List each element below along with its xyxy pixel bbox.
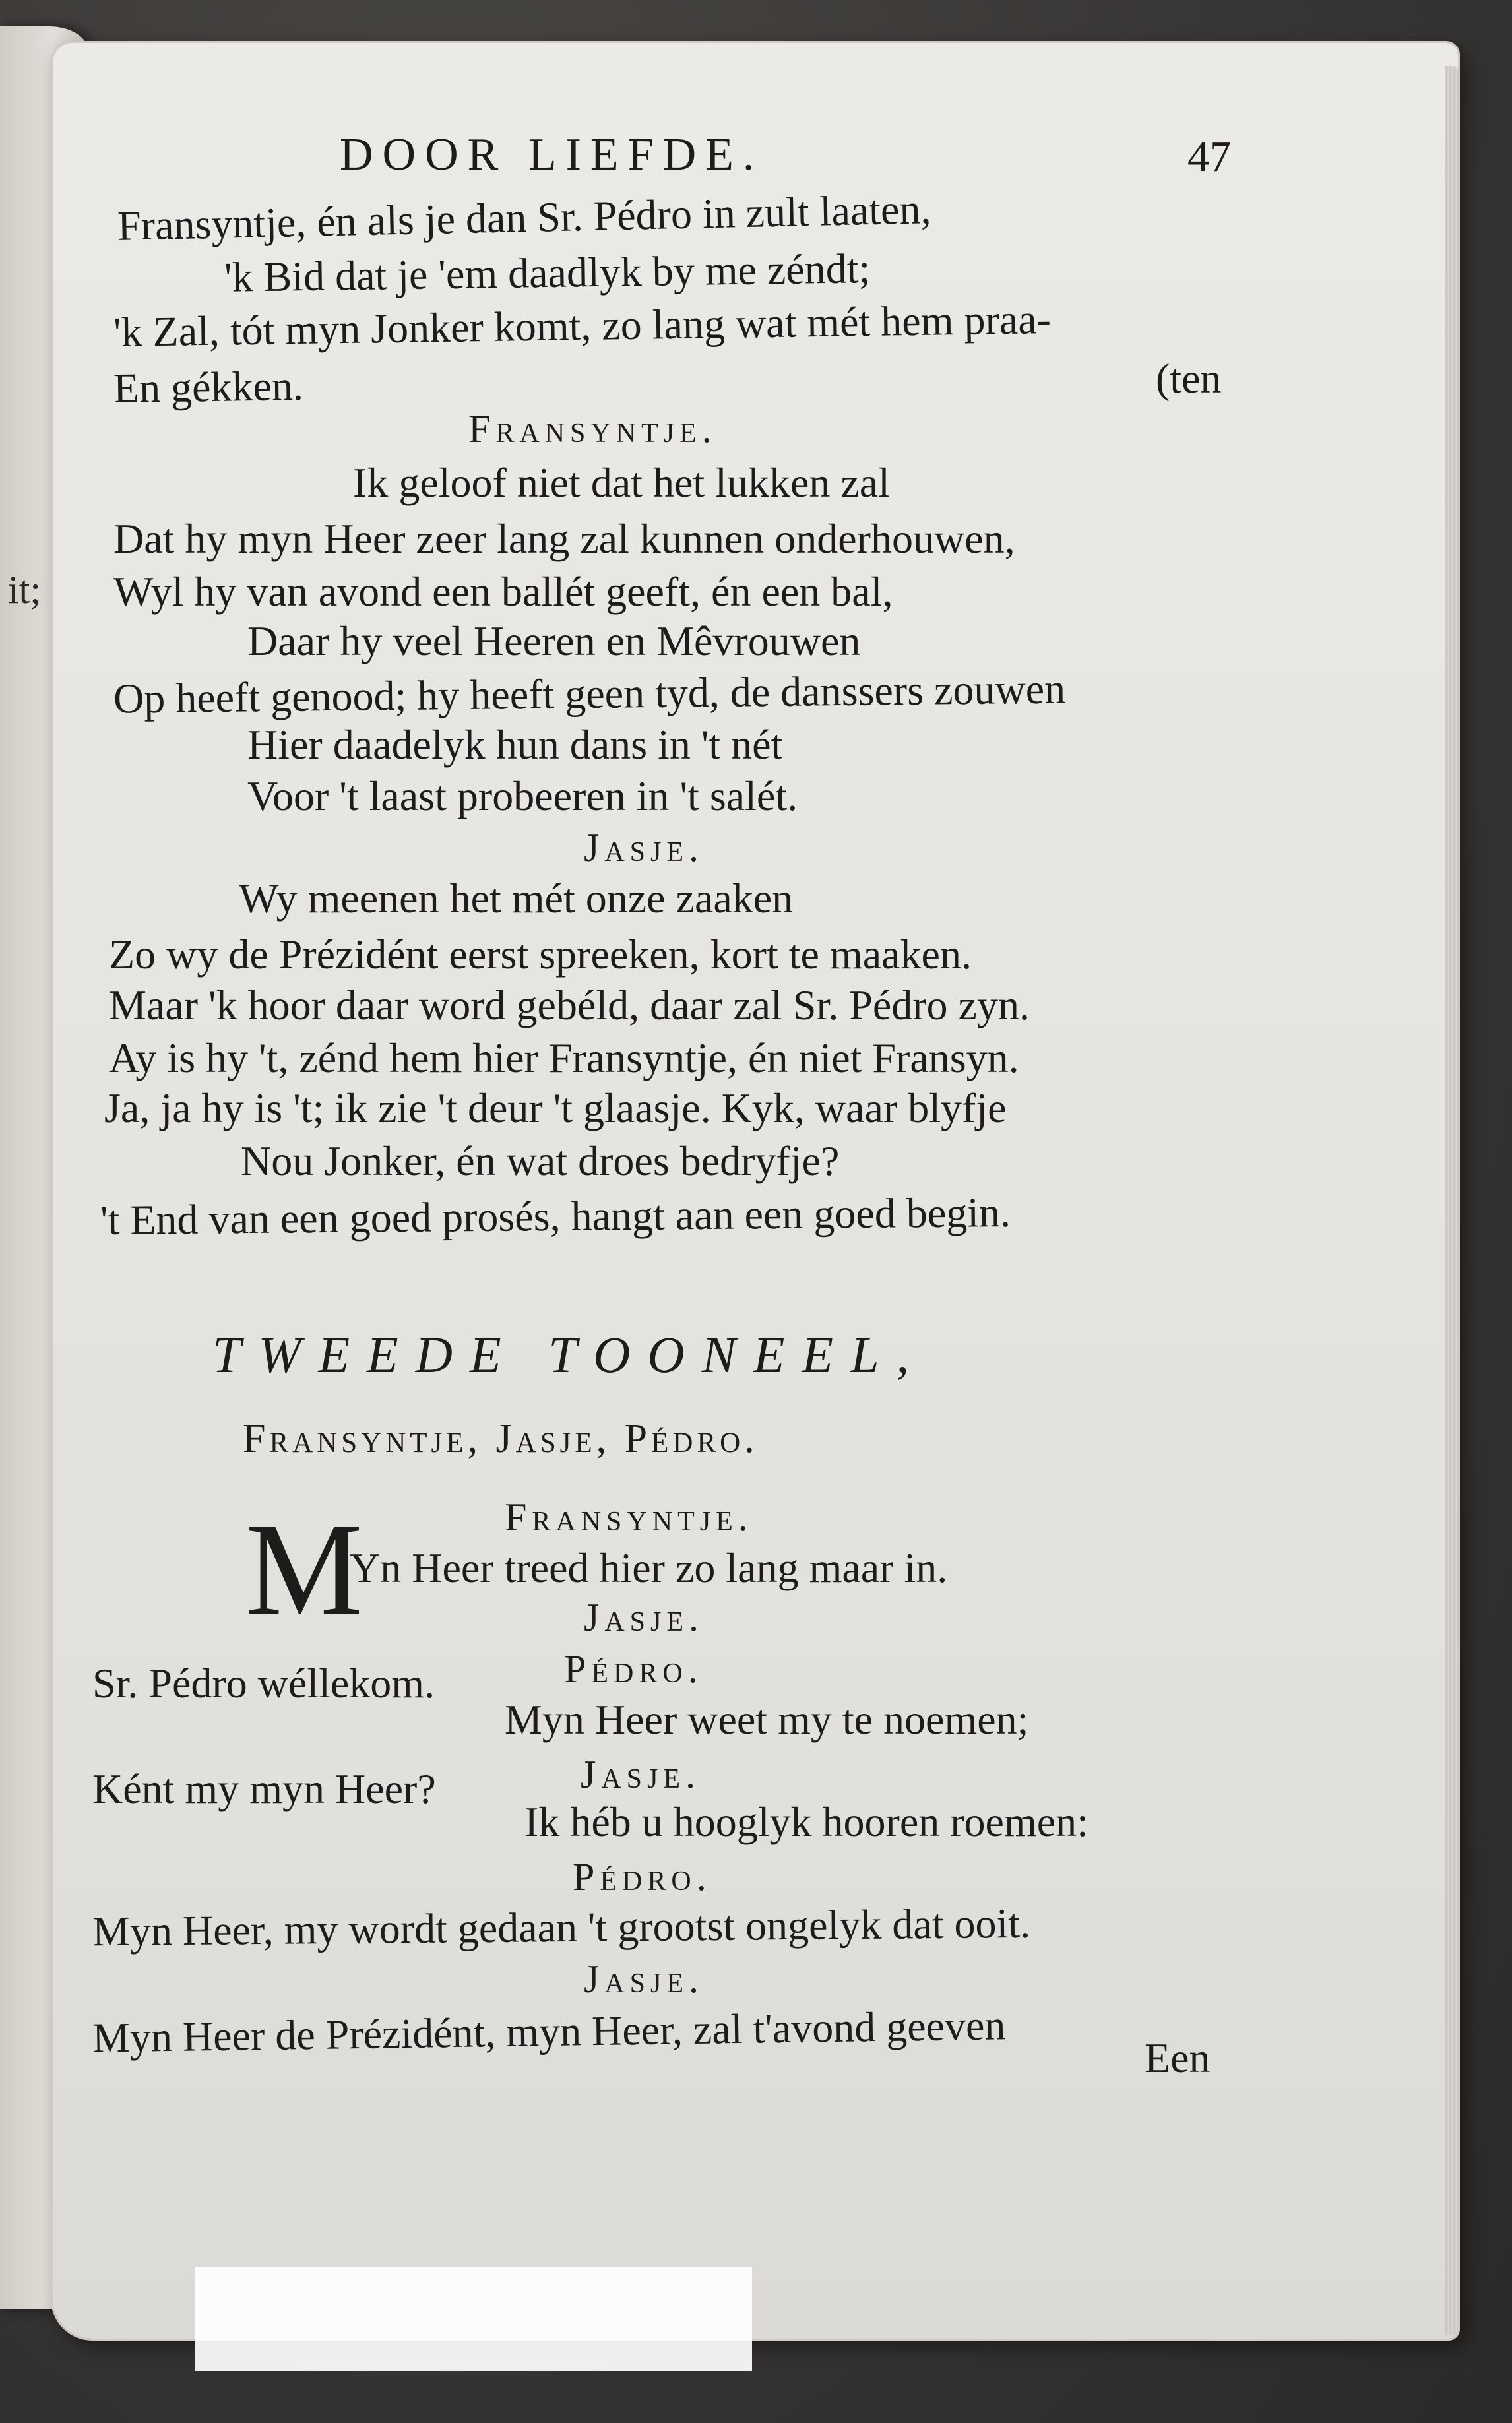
verse-line: 'k Bid dat je 'em daadlyk by me zéndt; xyxy=(224,245,871,301)
left-page-fragment: it; xyxy=(8,568,42,612)
verse-line: Ik geloof niet dat het lukken zal xyxy=(353,459,890,506)
page-edges xyxy=(1445,66,1459,2335)
verse-line: Daar hy veel Heeren en Mêvrouwen xyxy=(247,617,861,664)
speaker-name: Pédro. xyxy=(573,1855,712,1899)
verse-line: Op heeft genood; hy heeft geen tyd, de danssers zouwen xyxy=(113,665,1066,722)
catchword: Een xyxy=(1145,2034,1211,2081)
verse-line: Ik héb u hooglyk hooren roemen: xyxy=(524,1798,1088,1845)
verse-line: Ja, ja hy is 't; ik zie 't deur 't glaasje. Kyk, waar blyfje xyxy=(104,1085,1007,1131)
speaker-name: Jasje. xyxy=(584,1957,705,2001)
scene-cast: Fransyntje, Jasje, Pédro. xyxy=(243,1416,759,1461)
verse-line: Myn Heer weet my te noemen; xyxy=(505,1696,1029,1743)
verse-line: Myn Heer de Prézidént, myn Heer, zal t'avond geeven xyxy=(92,2001,1006,2061)
verse-line: Ként my myn Heer? xyxy=(92,1765,436,1812)
page-number: 47 xyxy=(1187,133,1231,181)
verse-line: Ay is hy 't, zénd hem hier Fransyntje, én niet Fransyn. xyxy=(109,1034,1019,1081)
verse-line: Dat hy myn Heer zeer lang zal kunnen onderhouwen, xyxy=(113,515,1015,562)
verse-line: 't End van een goed prosés, hangt aan een goed begin. xyxy=(100,1188,1011,1244)
verse-line: Hier daadelyk hun dans in 't nét xyxy=(247,721,783,768)
speaker-name: Jasje. xyxy=(584,826,705,869)
verse-line: Nou Jonker, én wat droes bedryfje? xyxy=(241,1137,840,1184)
verse-line: Wy meenen het mét onze zaaken xyxy=(239,875,794,922)
verse-line: 'k Zal, tót myn Jonker komt, zo lang wat mét hem praa- xyxy=(113,296,1052,356)
speaker-name: Jasje. xyxy=(584,1596,705,1639)
verse-line: Sr. Pédro wéllekom. xyxy=(92,1660,435,1707)
verse-line: Voor 't laast probeeren in 't salét. xyxy=(247,772,798,819)
drop-cap: M xyxy=(245,1497,363,1643)
verse-line: Myn Heer, my wordt gedaan 't grootst ongelyk dat ooit. xyxy=(92,1899,1031,1955)
verse-line: Zo wy de Prézidént eerst spreeken, kort te maaken. xyxy=(109,931,972,978)
verse-line: En gékken. xyxy=(113,362,304,412)
speaker-name: Fransyntje. xyxy=(505,1495,753,1539)
scene-title: TWEEDE TOONEEL, xyxy=(212,1326,926,1383)
running-title: DOOR LIEFDE. xyxy=(340,129,764,180)
verse-line-continuation: (ten xyxy=(1156,355,1222,402)
redaction-patch xyxy=(195,2267,752,2371)
verse-line: Fransyntje, én als je dan Sr. Pédro in zult laaten, xyxy=(117,185,932,249)
speaker-name: Pédro. xyxy=(564,1647,703,1691)
verse-line: Yn Heer treed hier zo lang maar in. xyxy=(350,1544,948,1591)
speaker-name: Fransyntje. xyxy=(468,407,717,451)
verse-line: Wyl hy van avond een ballét geeft, én een bal, xyxy=(113,568,893,615)
verse-line: Maar 'k hoor daar word gebéld, daar zal Sr. Pédro zyn. xyxy=(109,982,1030,1028)
speaker-name: Jasje. xyxy=(581,1753,701,1796)
